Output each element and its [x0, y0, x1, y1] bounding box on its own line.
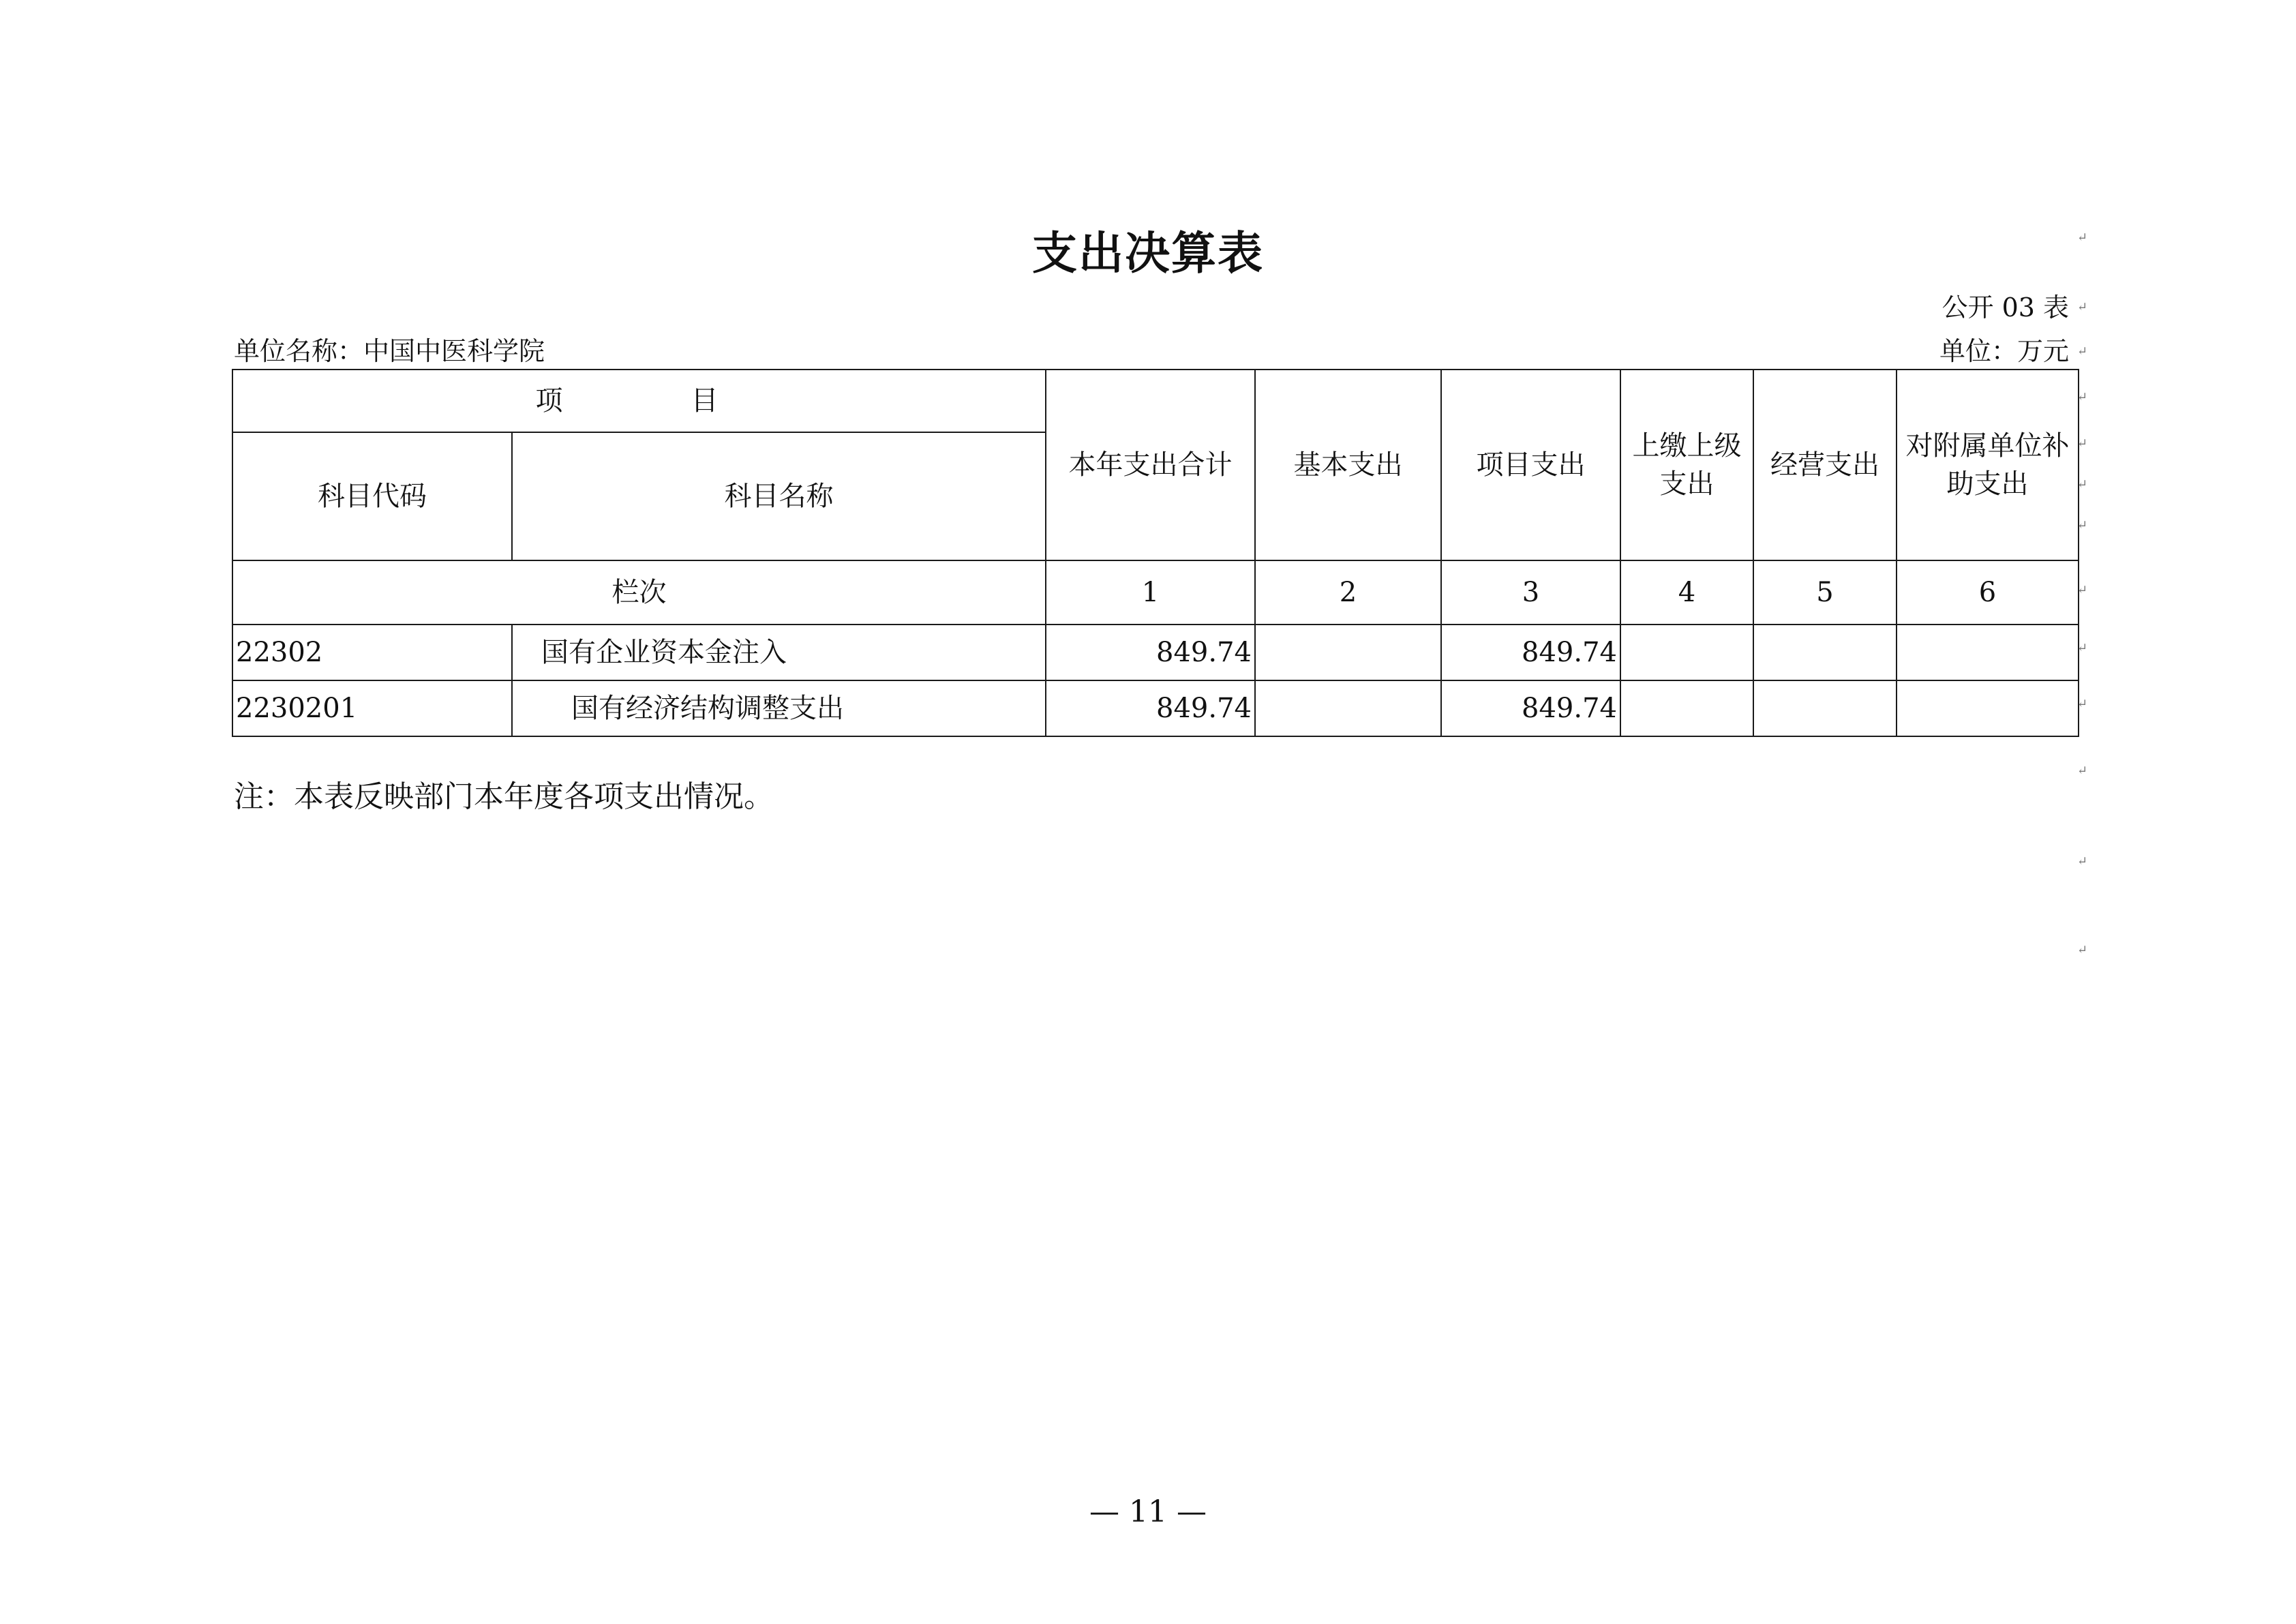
row-total: 849.74 [1046, 625, 1255, 680]
row-subsidy [1897, 625, 2079, 680]
header-item-group: 项 目 [232, 370, 1046, 432]
paragraph-mark: ↵ [2077, 230, 2088, 245]
header-upper [1620, 370, 1753, 560]
header-subsidy-line1: 对附属单位补 [1905, 430, 2070, 462]
row-project: 849.74 [1441, 680, 1620, 736]
paragraph-mark: ↵ [2077, 583, 2088, 597]
page-number: — 11 — [1089, 1494, 1207, 1529]
paragraph-mark: ↵ [2077, 854, 2088, 869]
header-code: 科目代码 [232, 432, 512, 560]
index-cell: 5 [1753, 560, 1897, 625]
paragraph-mark: ↵ [2077, 300, 2088, 314]
table-row [232, 680, 2079, 736]
row-upper [1620, 680, 1753, 736]
paragraph-mark: ↵ [2077, 477, 2088, 492]
row-subsidy [1897, 680, 2079, 736]
row-project: 849.74 [1441, 625, 1620, 680]
paragraph-mark: ↵ [2077, 344, 2088, 359]
header-subsidy [1897, 370, 2079, 560]
row-basic [1255, 625, 1441, 680]
index-cell: 3 [1441, 560, 1620, 625]
unit-name: 单位名称：中国中医科学院 [234, 336, 545, 366]
expenditure-table [232, 369, 2079, 737]
row-code: 2230201 [232, 680, 512, 736]
row-basic [1255, 680, 1441, 736]
row-code: 22302 [232, 625, 512, 680]
header-subsidy-line2: 助支出 [1946, 468, 2029, 500]
index-cell: 2 [1255, 560, 1441, 625]
row-business [1753, 625, 1897, 680]
row-total: 849.74 [1046, 680, 1255, 736]
header-basic: 基本支出 [1255, 370, 1441, 560]
header-name: 科目名称 [512, 432, 1046, 560]
header-project: 项目支出 [1441, 370, 1620, 560]
form-number: 公开 03 表 [1942, 292, 2069, 322]
index-row [232, 560, 2079, 625]
row-upper [1620, 625, 1753, 680]
index-cell: 1 [1046, 560, 1255, 625]
table-row [232, 625, 2079, 680]
row-name: 国有企业资本金注入 [512, 625, 1046, 680]
paragraph-mark: ↵ [2077, 390, 2088, 404]
table-note: 注：本表反映部门本年度各项支出情况。 [234, 779, 774, 814]
index-cell: 6 [1897, 560, 2079, 625]
row-name: 国有经济结构调整支出 [512, 680, 1046, 736]
paragraph-mark: ↵ [2077, 518, 2088, 532]
paragraph-mark: ↵ [2077, 436, 2088, 451]
header-upper-line1: 上缴上级 [1632, 430, 1742, 462]
header-total: 本年支出合计 [1046, 370, 1255, 560]
paragraph-mark: ↵ [2077, 697, 2088, 711]
row-business [1753, 680, 1897, 736]
page-title: 支出决算表 [1032, 226, 1264, 280]
index-cell: 4 [1620, 560, 1753, 625]
currency-unit: 单位：万元 [1939, 336, 2069, 366]
index-label: 栏次 [232, 560, 1046, 625]
paragraph-mark: ↵ [2077, 943, 2088, 957]
header-business: 经营支出 [1753, 370, 1897, 560]
header-upper-line2: 支出 [1659, 468, 1715, 500]
header-row-top [232, 370, 2079, 432]
paragraph-mark: ↵ [2077, 641, 2088, 655]
paragraph-mark: ↵ [2077, 764, 2088, 778]
